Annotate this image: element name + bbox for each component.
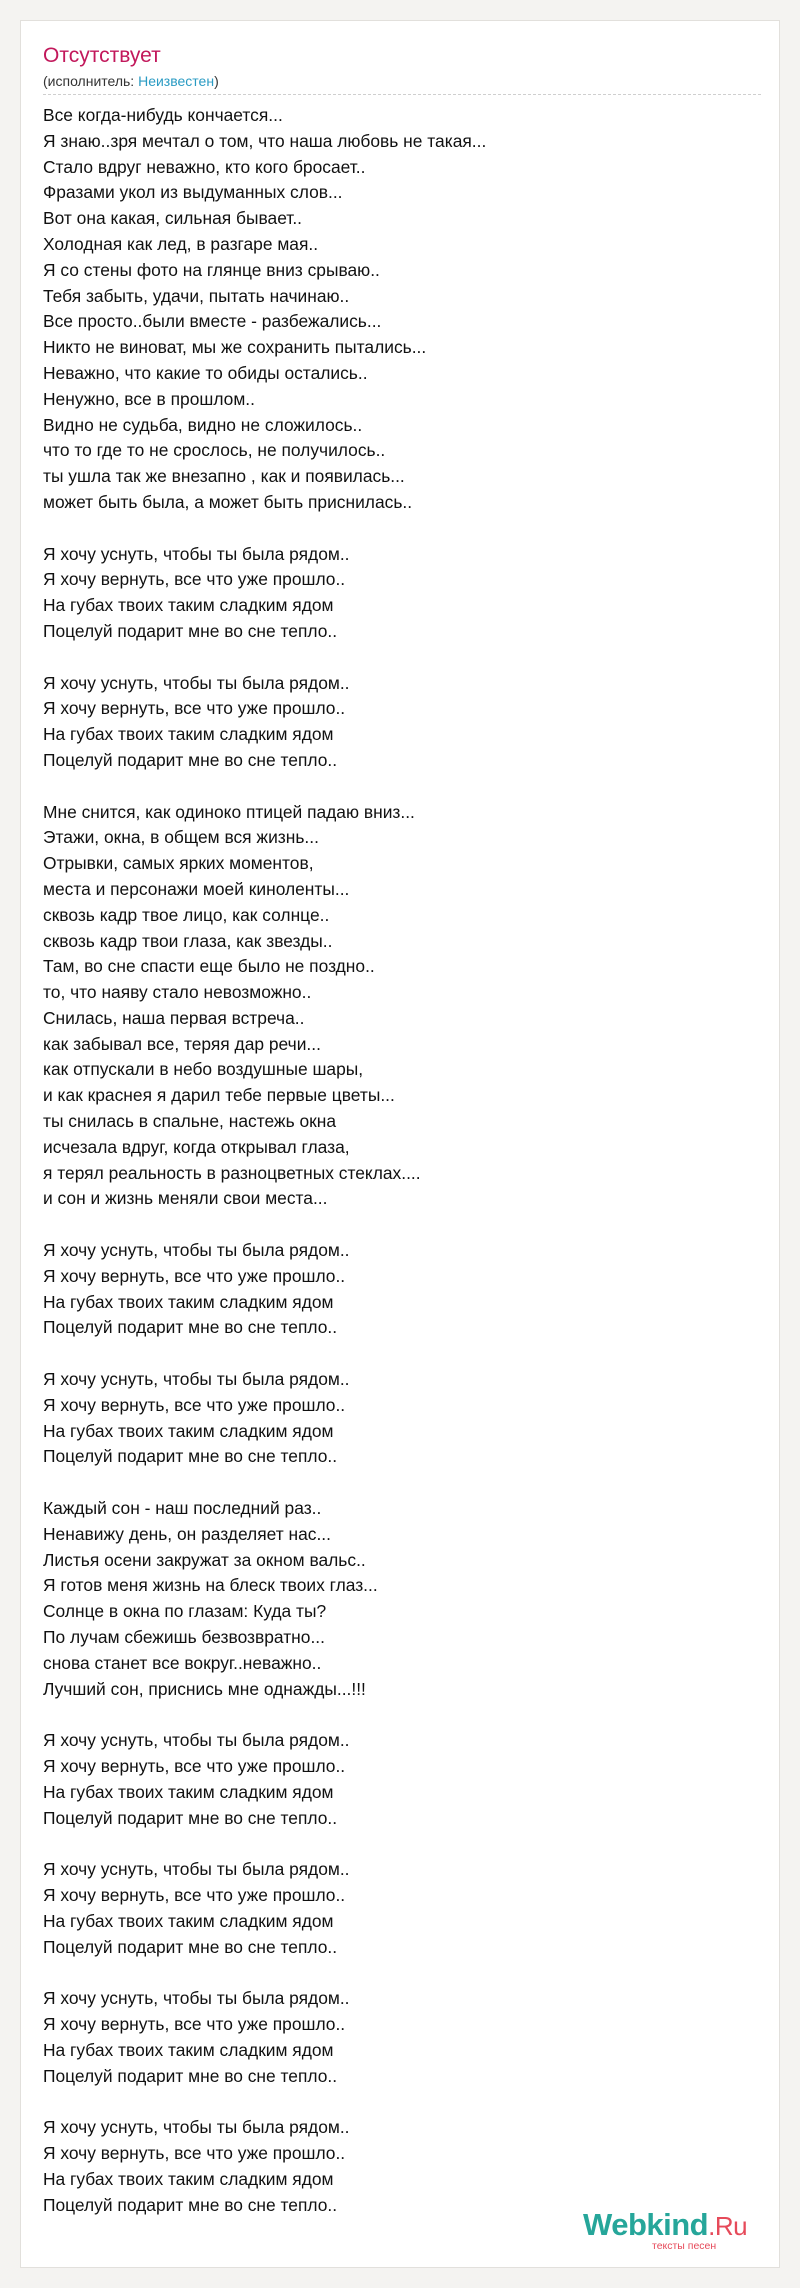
lyric-line: Я хочу вернуть, все что уже прошло..	[43, 1394, 346, 1415]
logo-tagline: тексты песен	[652, 2240, 717, 2252]
lyric-line: Каждый сон - наш последний раз..	[43, 1498, 322, 1519]
lyrics-stanza	[43, 1857, 763, 1960]
lyric-line: Тебя забыть, удачи, пытать начинаю..	[43, 285, 350, 306]
lyric-line: как отпускали в небо воздушные шары,	[43, 1059, 364, 1080]
lyric-line: снова станет все вокруг..неважно..	[43, 1652, 322, 1673]
lyric-line: Поцелуй подарит мне во сне тепло..	[43, 749, 338, 770]
artist-prefix: (исполнитель:	[43, 73, 139, 89]
lyric-line: может быть была, а может быть приснилась..	[43, 491, 413, 512]
header-divider	[43, 94, 761, 95]
lyric-line: Я хочу уснуть, чтобы ты была рядом..	[43, 1730, 350, 1751]
lyric-line: Этажи, окна, в общем вся жизнь...	[43, 827, 319, 848]
lyric-line: и как краснея я дарил тебе первые цветы...	[43, 1085, 395, 1106]
song-title: Отсутствует	[43, 44, 161, 67]
lyric-line: сквозь кадр твое лицо, как солнце..	[43, 904, 330, 925]
site-logo[interactable]	[583, 2207, 763, 2252]
lyric-line: На губах твоих таким сладким ядом	[43, 2039, 334, 2060]
lyrics-stanza	[43, 1238, 763, 1341]
lyric-line: Поцелуй подарит мне во сне тепло..	[43, 1807, 338, 1828]
lyrics-stanza	[43, 1367, 763, 1470]
lyric-line: Снилась, наша первая встреча..	[43, 1007, 305, 1028]
lyric-line: Я хочу уснуть, чтобы ты была рядом..	[43, 1988, 350, 2009]
lyric-line: Неважно, что какие то обиды остались..	[43, 362, 368, 383]
lyric-line: Солнце в окна по глазам: Куда ты?	[43, 1601, 327, 1622]
artist-line	[43, 72, 219, 90]
lyric-line: На губах твоих таким сладким ядом	[43, 1291, 334, 1312]
artist-suffix: )	[214, 73, 219, 89]
lyric-line: Я хочу вернуть, все что уже прошло..	[43, 1756, 346, 1776]
lyric-line: Я хочу вернуть, все что уже прошло..	[43, 2013, 346, 2034]
lyric-line: Поцелуй подарит мне во сне тепло..	[43, 1446, 338, 1467]
lyric-line: Я хочу уснуть, чтобы ты была рядом..	[43, 1240, 350, 1261]
lyric-line: Я хочу вернуть, все что уже прошло..	[43, 569, 346, 590]
lyric-line: и сон и жизнь меняли свои места...	[43, 1188, 328, 1209]
lyric-line: По лучам сбежишь безвозвратно...	[43, 1627, 325, 1648]
lyric-line: Вот она какая, сильная бывает..	[43, 208, 302, 229]
lyric-line: Видно не судьба, видно не сложилось..	[43, 414, 363, 435]
lyric-line: Я хочу вернуть, все что уже прошло..	[43, 698, 346, 719]
lyric-line: На губах твоих таким сладким ядом	[43, 595, 334, 616]
lyrics-stanza	[43, 1986, 763, 2089]
lyric-line: Все просто..были вместе - разбежались...	[43, 311, 382, 332]
lyric-line: Листья осени закружат за окном вальс..	[43, 1549, 366, 1570]
lyric-line: На губах твоих таким сладким ядом	[43, 1781, 334, 1802]
lyric-line: Поцелуй подарит мне во сне тепло..	[43, 2065, 338, 2086]
lyric-line: как забывал все, теряя дар речи...	[43, 1033, 321, 1054]
lyric-line: я терял реальность в разноцветных стеклах....	[43, 1162, 421, 1183]
lyric-line: Я хочу уснуть, чтобы ты была рядом..	[43, 1859, 350, 1880]
logo-name: Webkind	[583, 2207, 709, 2242]
lyric-line: ты снилась в спальне, настежь окна	[43, 1111, 337, 1132]
lyric-line: Все когда-нибудь кончается...	[43, 105, 283, 125]
lyric-line: Я хочу уснуть, чтобы ты была рядом..	[43, 2117, 350, 2138]
lyrics-stanza	[43, 1496, 763, 1702]
lyric-line: Поцелуй подарит мне во сне тепло..	[43, 2194, 338, 2215]
logo-wordmark	[583, 2208, 747, 2243]
lyric-line: Я готов меня жизнь на блеск твоих глаз...	[43, 1575, 378, 1596]
lyric-line: Я хочу уснуть, чтобы ты была рядом..	[43, 672, 350, 693]
lyric-line: Ненужно, все в прошлом..	[43, 388, 255, 409]
lyrics-stanza	[43, 2115, 763, 2218]
lyrics-body	[43, 103, 763, 2244]
lyric-line: Я знаю..зря мечтал о том, что наша любовь не такая...	[43, 130, 487, 151]
lyric-line: Я хочу вернуть, все что уже прошло..	[43, 1884, 346, 1905]
lyric-line: Ненавижу день, он разделяет нас...	[43, 1523, 331, 1544]
lyric-line: исчезала вдруг, когда открывал глаза,	[43, 1136, 350, 1157]
artist-link[interactable]: Неизвестен	[138, 73, 215, 89]
lyrics-stanza	[43, 671, 763, 774]
lyric-line: Фразами укол из выдуманных слов...	[43, 182, 343, 203]
lyric-line: На губах твоих таким сладким ядом	[43, 1910, 334, 1931]
lyric-line: Я хочу уснуть, чтобы ты была рядом..	[43, 543, 350, 564]
lyric-line: Стало вдруг неважно, кто кого бросает..	[43, 156, 366, 177]
lyrics-card	[20, 20, 780, 2268]
lyrics-stanza	[43, 542, 763, 645]
lyric-line: Никто не виноват, мы же сохранить пытались...	[43, 337, 427, 358]
lyric-line: Я хочу вернуть, все что уже прошло..	[43, 2142, 346, 2163]
lyric-line: Я хочу уснуть, чтобы ты была рядом..	[43, 1369, 350, 1390]
lyric-line: то, что наяву стало невозможно..	[43, 982, 312, 1003]
lyric-line: Отрывки, самых ярких моментов,	[43, 853, 314, 874]
lyric-line: Лучший сон, приснись мне однажды...!!!	[43, 1678, 366, 1699]
lyric-line: ты ушла так же внезапно , как и появилась...	[43, 466, 405, 487]
lyric-line: Я хочу вернуть, все что уже прошло..	[43, 1265, 346, 1286]
lyric-line: На губах твоих таким сладким ядом	[43, 2168, 334, 2189]
lyric-line: Поцелуй подарит мне во сне тепло..	[43, 1936, 338, 1957]
lyric-line: Холодная как лед, в разгаре мая..	[43, 233, 319, 254]
lyric-line: Я со стены фото на глянце вниз срываю..	[43, 259, 380, 280]
lyric-line: Там, во сне спасти еще было не поздно..	[43, 956, 375, 977]
lyric-line: места и персонажи моей киноленты...	[43, 878, 350, 899]
logo-tld: .Ru	[708, 2211, 748, 2241]
lyric-line: На губах твоих таким сладким ядом	[43, 1420, 334, 1441]
lyric-line: Поцелуй подарит мне во сне тепло..	[43, 1317, 338, 1338]
lyric-line: Поцелуй подарит мне во сне тепло..	[43, 620, 338, 641]
lyric-line: Мне снится, как одиноко птицей падаю вниз...	[43, 801, 415, 822]
lyrics-stanza	[43, 1728, 763, 1831]
lyrics-stanza	[43, 800, 763, 1213]
lyric-line: сквозь кадр твои глаза, как звезды..	[43, 930, 333, 951]
lyrics-stanza	[43, 103, 763, 516]
lyric-line: На губах твоих таким сладким ядом	[43, 724, 334, 745]
lyric-line: что то где то не срослось, не получилось..	[43, 440, 386, 461]
